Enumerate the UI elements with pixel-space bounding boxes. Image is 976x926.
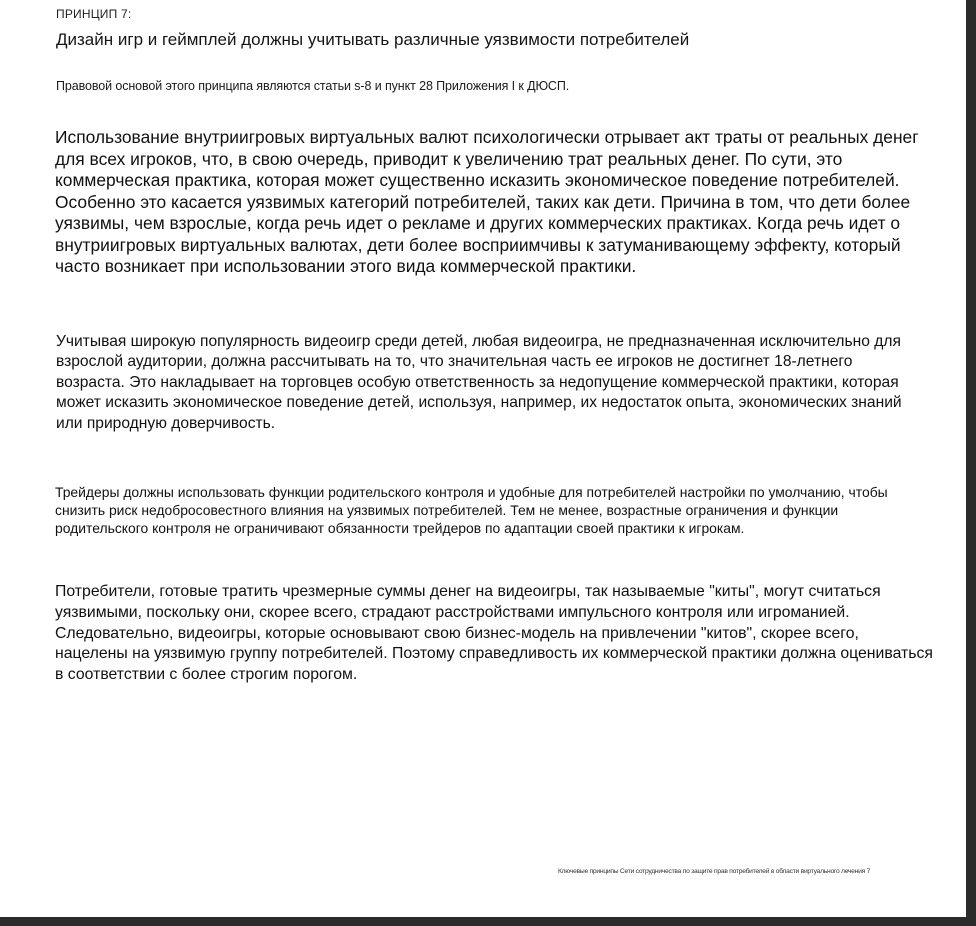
viewer-right-edge — [966, 0, 976, 926]
paragraph-parental-controls: Трейдеры должны использовать функции родительского контроля и удобные для потребителей настройки по умолчанию, чтобы снизить риск недобросовестного влияния на уязвимых потребителей. Тем не менее, возрастные ограничения и функции родительского контроля не ограничивают обязанности трейдеров по адаптации своей практики к игрокам. — [55, 484, 888, 536]
viewer-bottom-edge — [0, 917, 976, 926]
paragraph-children-audience: Учитывая широкую популярность видеоигр среди детей, любая видеоигра, не предназначенная исключительно для взрослой аудитории, должна рассчитывать на то, что значительная часть ее игроков не достигнет 18-летнего возраста. Это накладывает на торговцев особую ответственность за недопущение коммерческой практики, которая может исказить экономическое поведение детей, используя, например, их недостаток опыта, экономических знаний или природную доверчивость. — [56, 333, 902, 432]
paragraph-virtual-currency: Использование внутриигровых виртуальных валют психологически отрывает акт траты от реальных денег для всех игроков, что, в свою очередь, приводит к увеличению трат реальных денег. По сути, это коммерческая практика, которая может существенно исказить экономическое поведение потребителей. Особенно это касается уязвимых категорий потребителей, таких как дети. Причина в том, что дети более уязвимы, чем взрослые, когда речь идет о рекламе и других коммерческих практиках. Когда речь идет о внутриигровых виртуальных валютах, дети более восприимчивы к затуманивающему эффекту, который часто возникает при использовании этого вида коммерческой практики. — [55, 127, 919, 276]
principle-label: ПРИНЦИП 7: — [56, 7, 132, 21]
principle-title: Дизайн игр и геймплей должны учитывать различные уязвимости потребителей — [56, 30, 690, 49]
legal-basis-text: Правовой основой этого принципа являются статьи s-8 и пункт 28 Приложения I к ДЮСП. — [56, 79, 570, 93]
page-footer: Ключевые принципы Сети сотрудничества по защите прав потребителей в области виртуального лечения 7 — [558, 868, 871, 875]
paragraph-whales: Потребители, готовые тратить чрезмерные суммы денег на видеоигры, так называемые "киты", могут считаться уязвимыми, поскольку они, скорее всего, страдают расстройствами импульсного контроля или игроманией. Следовательно, видеоигры, которые основывают свою бизнес-модель на привлечении "китов", скорее всего, нацелены на уязвимую группу потребителей. Поэтому справедливость их коммерческой практики должна оцениваться в соответствии с более строгим порогом. — [55, 583, 933, 684]
